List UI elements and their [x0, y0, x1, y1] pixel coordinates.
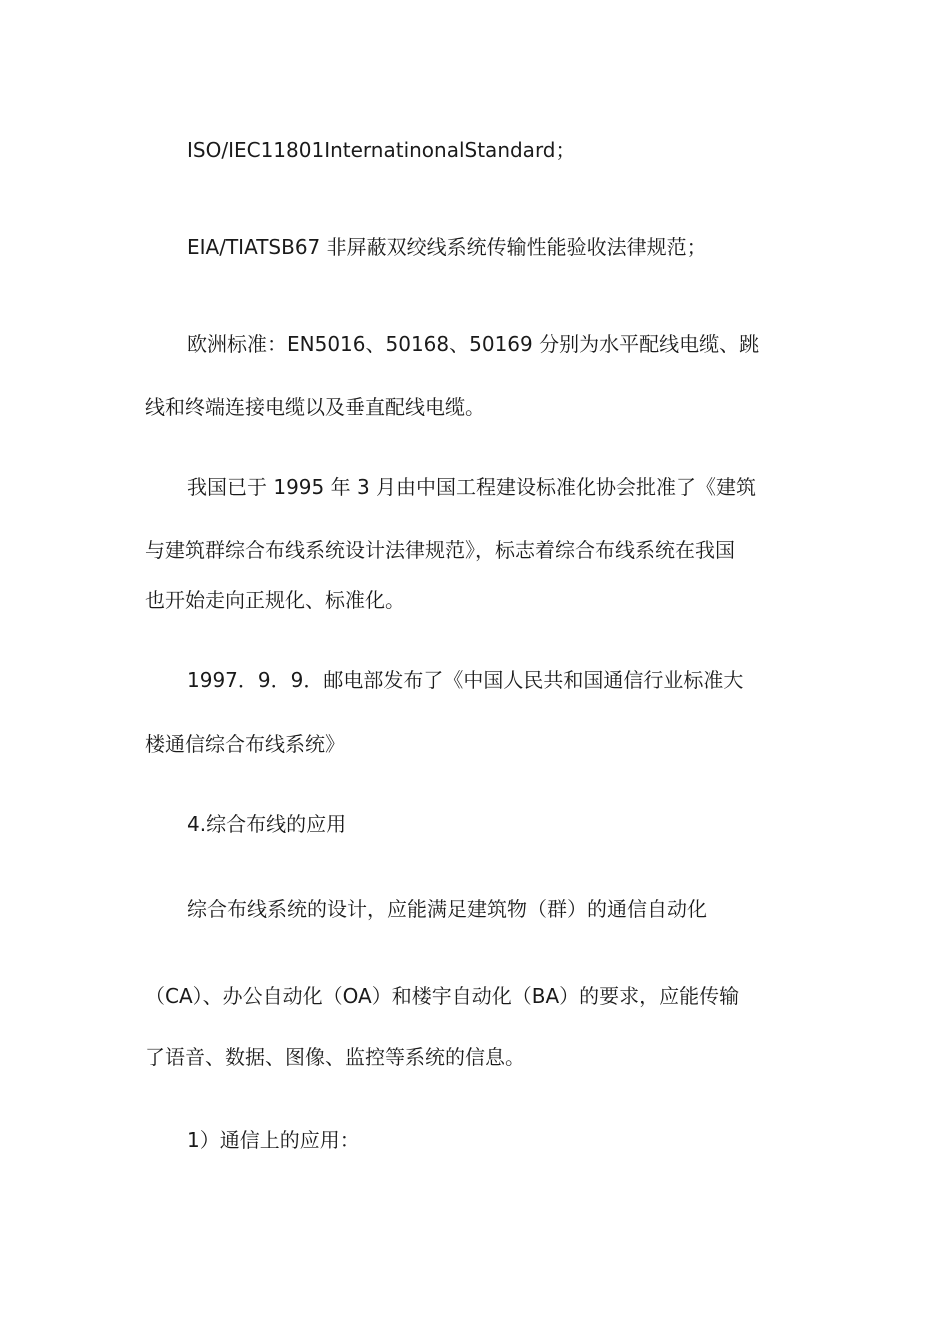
- paragraph-european-standard-line1: 欧洲标准：EN5016、50168、50169 分别为水平配线电缆、跳: [187, 332, 760, 356]
- paragraph-iso-standard: ISO/IEC11801InternatinonalStandard；: [187, 138, 576, 162]
- paragraph-1997-line1: 1997．9．9．邮电部发布了《中国人民共和国通信行业标准大: [187, 668, 744, 692]
- paragraph-design-line2: （CA）、办公自动化（OA）和楼宇自动化（BA）的要求，应能传输: [145, 984, 740, 1008]
- paragraph-china-standard-line3: 也开始走向正规化、标准化。: [145, 588, 405, 612]
- paragraph-eia-standard: EIA/TIATSB67 非屏蔽双绞线系统传输性能验收法律规范；: [187, 235, 707, 259]
- paragraph-design-line3: 了语音、数据、图像、监控等系统的信息。: [145, 1045, 525, 1069]
- paragraph-design-line1: 综合布线系统的设计，应能满足建筑物（群）的通信自动化: [187, 897, 707, 921]
- paragraph-china-standard-line1: 我国已于 1995 年 3 月由中国工程建设标准化协会批准了《建筑: [187, 475, 757, 499]
- list-item-communication-applications: 1）通信上的应用：: [187, 1128, 360, 1152]
- paragraph-european-standard-line2: 线和终端连接电缆以及垂直配线电缆。: [145, 395, 485, 419]
- section-heading-applications: 4.综合布线的应用: [187, 812, 347, 836]
- paragraph-1997-line2: 楼通信综合布线系统》: [145, 732, 345, 756]
- paragraph-china-standard-line2: 与建筑群综合布线系统设计法律规范》，标志着综合布线系统在我国: [145, 538, 735, 562]
